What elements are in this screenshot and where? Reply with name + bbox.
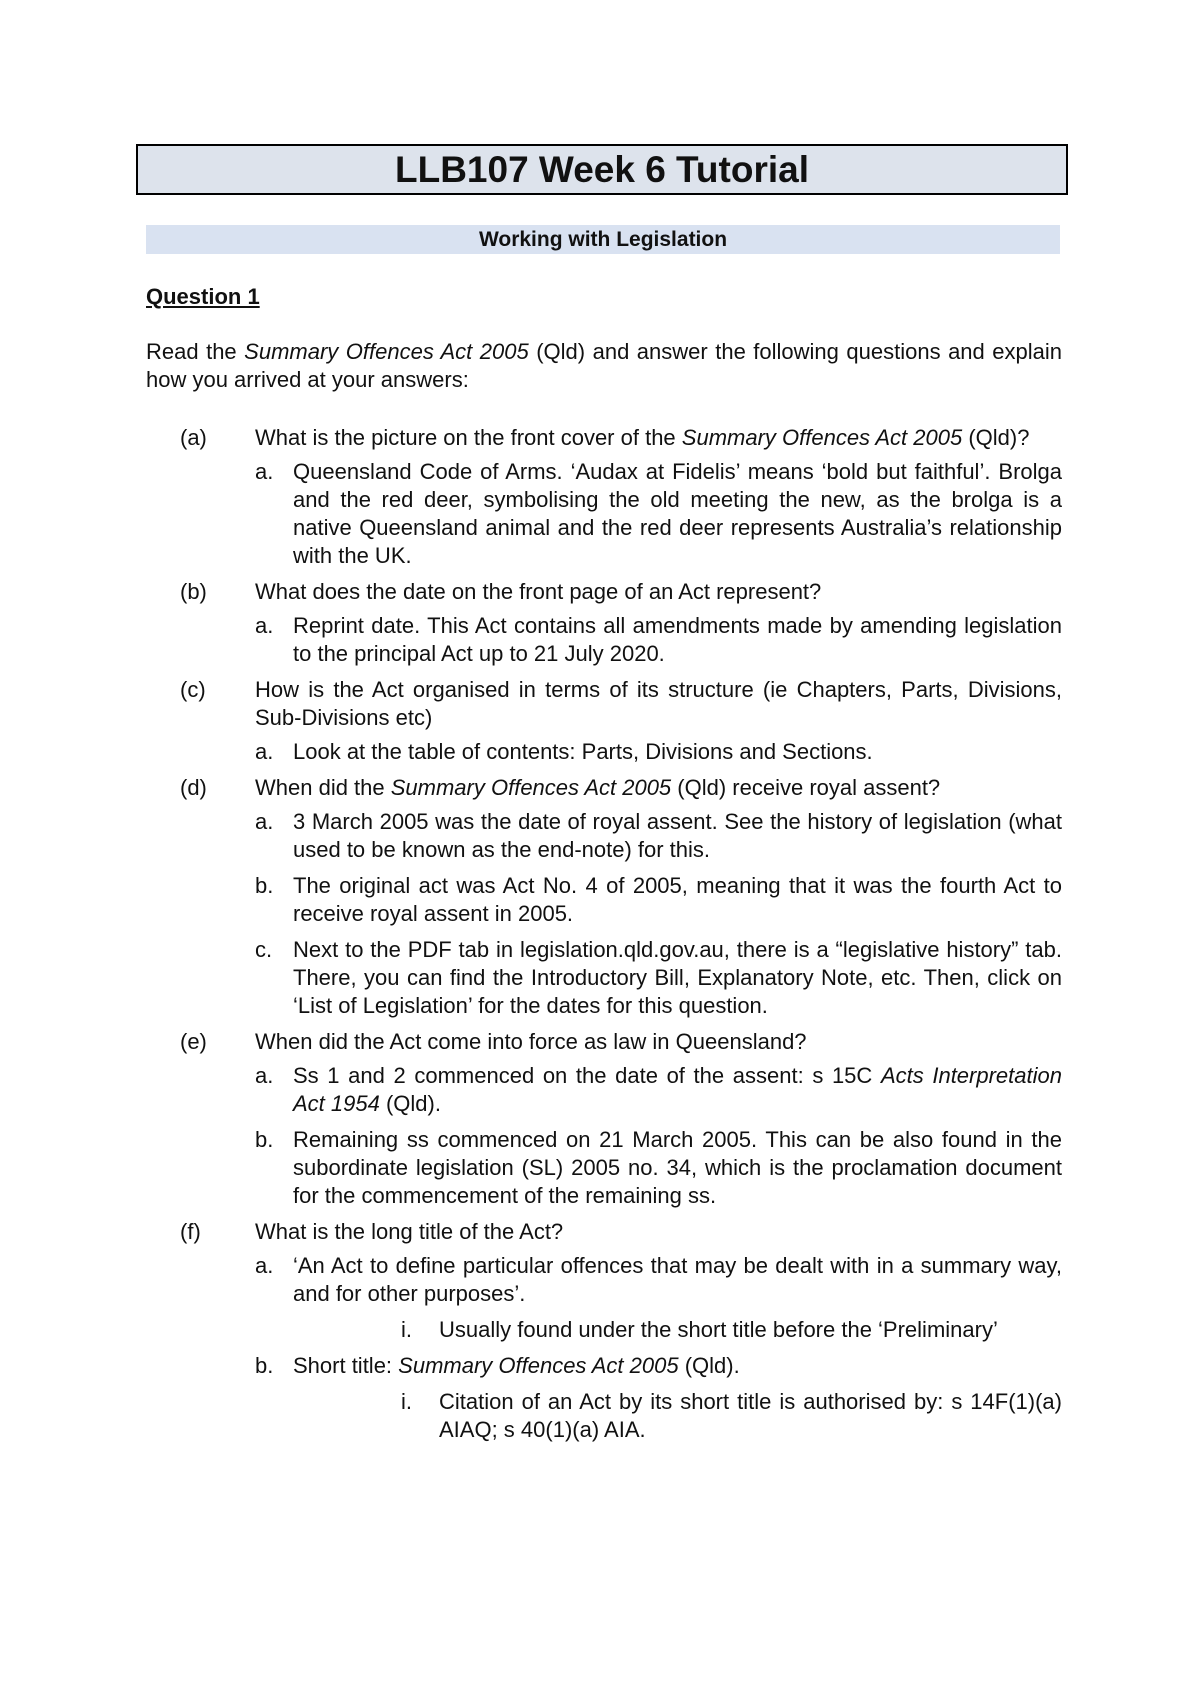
- question-text: [255, 424, 1062, 452]
- answer-text: Look at the table of contents: Parts, Divisions and Sections.: [293, 739, 873, 764]
- answer-label: b.: [255, 1127, 274, 1152]
- sub-answer-item: [401, 1388, 1062, 1444]
- answer-text: The original act was Act No. 4 of 2005, meaning that it was the fourth Act to receive royal assent in 2005.: [293, 873, 1062, 926]
- question-text: When did the Act come into force as law in Queensland?: [255, 1029, 807, 1054]
- answer-list: [255, 1252, 1062, 1444]
- question-text-part: What is the picture on the front cover of the: [255, 425, 682, 450]
- answer-label: a.: [255, 809, 274, 834]
- answer-label: a.: [255, 739, 274, 764]
- intro-act-title: Summary Offences Act 2005: [244, 339, 529, 364]
- answer-list: [255, 612, 1062, 668]
- answer-act-title: Summary Offences Act 2005: [398, 1353, 679, 1378]
- answer-text: Next to the PDF tab in legislation.qld.gov.au, there is a “legislative history” tab. There, you can find the Introductory Bill, Explanatory Note, etc. Then, click on ‘List of Legislation’ for the dates for this question.: [293, 937, 1062, 1018]
- question-act-title: Summary Offences Act 2005: [681, 425, 963, 450]
- answer-text-part: (Qld).: [379, 1091, 441, 1116]
- question-item: [146, 578, 1062, 606]
- question-item: [146, 774, 1062, 802]
- question-text: What is the long title of the Act?: [255, 1219, 564, 1244]
- question-label: (e): [180, 1029, 207, 1054]
- question-label: (a): [180, 425, 207, 450]
- answer-item: [255, 458, 1062, 570]
- question-label: (f): [180, 1219, 201, 1244]
- answer-text: 3 March 2005 was the date of royal assent. See the history of legislation (what used to be known as the end-note) for this.: [293, 809, 1062, 862]
- question-text-part: (Qld)?: [962, 425, 1030, 450]
- page-subtitle: Working with Legislation: [478, 227, 728, 251]
- answer-text: Queensland Code of Arms. ‘Audax at Fidelis’ means ‘bold but faithful’. Brolga and the red deer, symbolising the old meeting the new, as the brolga is a native Queensland animal and the red deer represents Australia’s relationship with the UK.: [293, 459, 1062, 568]
- answer-text: Remaining ss commenced on 21 March 2005. This can be also found in the subordinate legislation (SL) 2005 no. 34, which is the proclamation document for the commencement of the remaining ss.: [293, 1127, 1062, 1208]
- answer-label: b.: [255, 1353, 274, 1378]
- question-item: [146, 676, 1062, 732]
- answer-label: a.: [255, 1063, 274, 1088]
- question-heading: Question 1: [146, 284, 260, 309]
- answer-label: b.: [255, 873, 274, 898]
- intro-text: Read the: [146, 339, 245, 364]
- question-text: What does the date on the front page of an Act represent?: [255, 579, 822, 604]
- question-text: How is the Act organised in terms of its structure (ie Chapters, Parts, Divisions, Sub-Divisions etc): [255, 677, 1062, 730]
- question-item: [146, 1218, 1062, 1246]
- answer-item: [255, 872, 1062, 928]
- answer-item: [255, 1352, 1062, 1380]
- answer-item: [255, 808, 1062, 864]
- answer-act-title: Acts Interpretation Act 1954: [293, 1063, 1062, 1116]
- answer-list: [255, 738, 1062, 766]
- answer-text: [293, 1062, 1062, 1118]
- question-act-title: Summary Offences Act 2005: [390, 775, 672, 800]
- answer-list: [255, 808, 1062, 1020]
- page-title: LLB107 Week 6 Tutorial: [395, 148, 809, 190]
- sub-answer-label: i.: [401, 1317, 412, 1342]
- question-text: [255, 774, 1062, 802]
- answer-item: [255, 1062, 1062, 1118]
- intro-paragraph: [146, 338, 1062, 394]
- answer-item: [255, 1126, 1062, 1210]
- question-list: [146, 424, 1062, 1452]
- answer-list: [255, 1062, 1062, 1210]
- question-label: (b): [180, 579, 207, 604]
- answer-label: a.: [255, 459, 274, 484]
- sub-answer-text: Usually found under the short title before the ‘Preliminary’: [439, 1317, 998, 1342]
- sub-answer-item: [401, 1316, 1062, 1344]
- question-item: [146, 424, 1062, 452]
- question-text-part: When did the: [255, 775, 391, 800]
- answer-item: [255, 738, 1062, 766]
- sub-answer-list: [401, 1316, 1062, 1344]
- title-box: [136, 144, 1068, 195]
- question-label: (c): [180, 677, 206, 702]
- answer-text-part: Short title:: [293, 1353, 399, 1378]
- answer-text: Reprint date. This Act contains all amendments made by amending legislation to the principal Act up to 21 July 2020.: [293, 613, 1062, 666]
- question-item: [146, 1028, 1062, 1056]
- subtitle-bar: [146, 225, 1060, 254]
- answer-text-part: Ss 1 and 2 commenced on the date of the assent: s 15C: [293, 1063, 881, 1088]
- answer-text: ‘An Act to define particular offences that may be dealt with in a summary way, and for other purposes’.: [293, 1253, 1062, 1306]
- answer-text: [293, 1352, 1062, 1380]
- answer-item: [255, 1252, 1062, 1308]
- sub-answer-label: i.: [401, 1389, 412, 1414]
- answer-item: [255, 612, 1062, 668]
- intro-text-end: (Qld) and answer the following questions and explain how you arrived at your answers:: [146, 339, 1062, 392]
- answer-label: c.: [255, 937, 273, 962]
- sub-answer-list: [401, 1388, 1062, 1444]
- question-label: (d): [180, 775, 207, 800]
- answer-label: a.: [255, 1253, 274, 1278]
- answer-text-part: (Qld).: [678, 1353, 740, 1378]
- answer-label: a.: [255, 613, 274, 638]
- sub-answer-text: Citation of an Act by its short title is authorised by: s 14F(1)(a) AIAQ; s 40(1)(a) AIA.: [439, 1389, 1062, 1442]
- answer-list: [255, 458, 1062, 570]
- answer-item: [255, 936, 1062, 1020]
- question-text-part: (Qld) receive royal assent?: [671, 775, 941, 800]
